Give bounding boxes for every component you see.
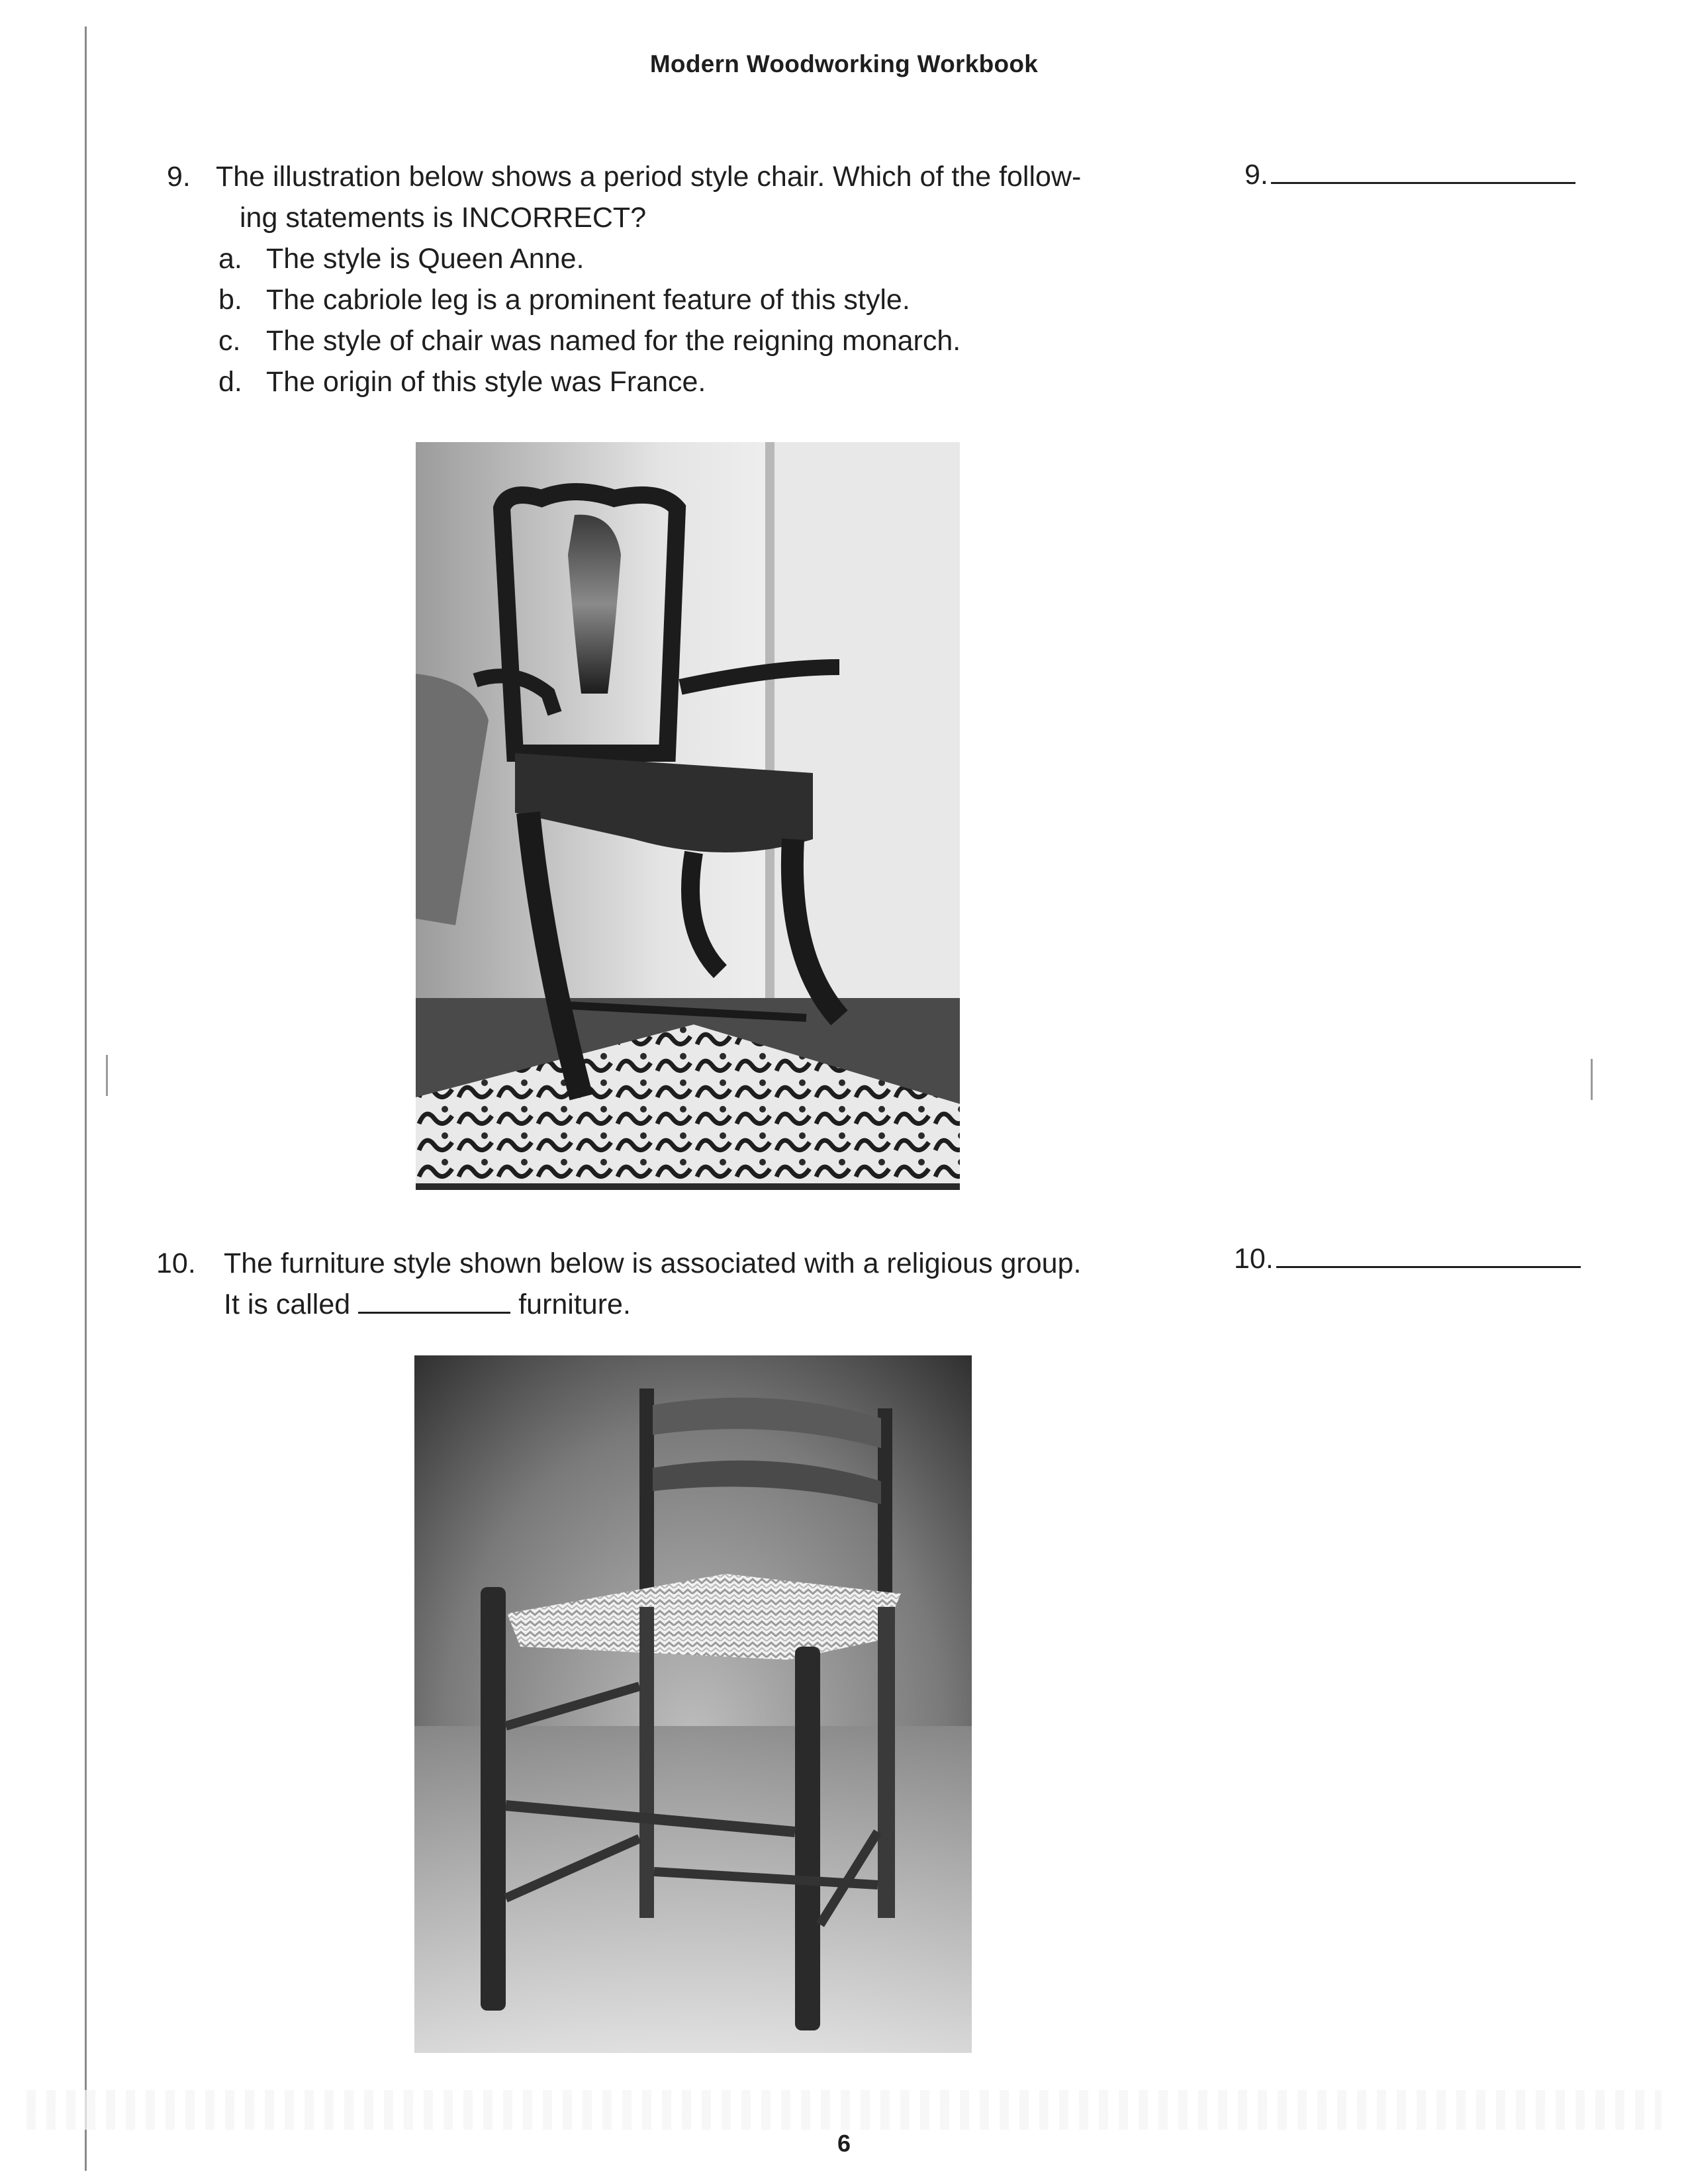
page-header: Modern Woodworking Workbook [649,50,1039,77]
answer-9-rule [1271,175,1575,184]
question-9-option-d: d. The origin of this style was France. [218,366,706,398]
page-number: 6 [837,2130,851,2157]
question-10-text-line-1: The furniture style shown below is associated with a religious group. [224,1248,1082,1279]
shaker-chair-photo [414,1355,972,2053]
margin-tick-right [1591,1059,1593,1100]
question-9-text-line-2: ing statements is INCORRECT? [240,202,647,234]
queen-anne-chair-photo [416,442,960,1190]
answer-9-label: 9. [1244,159,1268,191]
question-9-text-line-1: The illustration below shows a period style chair. Which of the follow- [216,161,1082,193]
queen-anne-chair-illustration [416,442,960,1190]
question-9-option-c: c. The style of chair was named for the reigning monarch. [218,325,961,357]
question-9-number: 9. [167,161,191,193]
question-9-option-b: b. The cabriole leg is a prominent feature of this style. [218,284,910,316]
answer-10-label: 10. [1234,1243,1274,1275]
question-10-number: 10. [156,1248,196,1279]
scan-noise-strip [26,2090,1662,2130]
question-10-text-line-2: It is called furniture. [224,1289,631,1320]
margin-tick-left [106,1055,108,1096]
binding-line [85,26,87,2171]
question-9-option-a: a. The style is Queen Anne. [218,243,585,275]
answer-blank-10[interactable] [1234,1243,1581,1275]
shaker-chair-illustration [414,1355,972,2053]
answer-10-rule [1276,1259,1581,1268]
inline-answer-blank[interactable] [358,1305,510,1314]
answer-blank-9[interactable] [1244,159,1575,191]
